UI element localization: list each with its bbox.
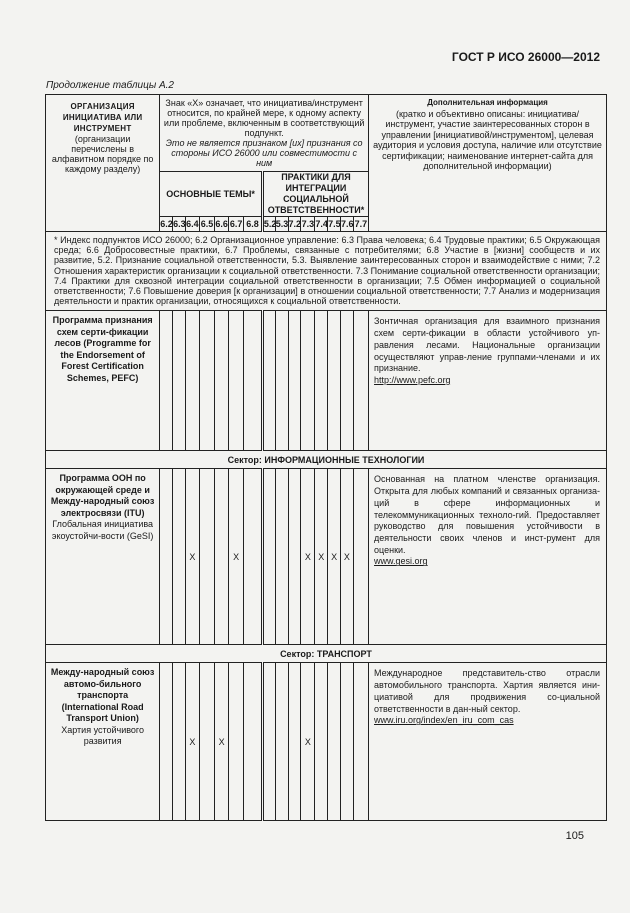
clause-code: 6.8	[244, 217, 263, 232]
applicability-mark	[160, 311, 173, 451]
applicability-mark	[353, 663, 368, 821]
applicability-mark	[262, 469, 275, 645]
clause-code: 7.5	[328, 217, 341, 232]
applicability-mark	[215, 311, 229, 451]
page-number: 105	[565, 830, 584, 842]
sector-row: Сектор: ТРАНСПОРТ	[46, 645, 607, 663]
applicability-mark	[262, 663, 275, 821]
organization-title: Между-народный союз автомо-бильного транспорта (International Road Transport Union)	[50, 667, 155, 724]
website-link[interactable]: www.iru.org/index/en_iru_com_cas	[374, 715, 514, 726]
applicability-mark	[301, 311, 315, 451]
applicability-mark	[328, 311, 341, 451]
applicability-mark	[244, 469, 263, 645]
clause-code: 7.4	[315, 217, 328, 232]
applicability-mark	[341, 311, 354, 451]
applicability-mark	[160, 469, 173, 645]
organization-name	[46, 469, 160, 645]
applicability-mark: X	[215, 663, 229, 821]
applicability-mark: X	[315, 469, 328, 645]
table-row	[46, 469, 607, 645]
info-text: Основанная на платном членстве организация. Открыта для любых компаний и связанных организа-ций в сфере информационных и телекоммуникационных техноло-гий. Предоставляет руководство для повышения устойчивости в деятельности своих членов и инст-румент для оценки.	[374, 474, 600, 555]
integration-practices-header: ПРАКТИКИ ДЛЯ ИНТЕГРАЦИИ СОЦИАЛЬНОЙ ОТВЕТСТВЕННОСТИ*	[262, 172, 368, 217]
applicability-mark	[288, 663, 301, 821]
info-text: Зонтичная организация для взаимного признания схем серти-фикации в области устойчивого уп-равления лесами. Национальные организации осуществляют управ-ление группами-членами и их признание.	[374, 316, 600, 374]
organization-title: Программа ООН по окружающей среде и Между-народный союз электросвязи (ITU)	[50, 473, 155, 518]
core-subjects-header: ОСНОВНЫЕ ТЕМЫ*	[160, 172, 263, 217]
applicability-mark	[244, 311, 263, 451]
applicability-mark	[275, 663, 288, 821]
applicability-mark	[315, 311, 328, 451]
organization-title: Программа признания схем серти-фикации лесов (Programme for the Endorsement of Forest Certification Schemes, PEFC)	[52, 315, 153, 383]
table-continuation-label: Продолжение таблицы А.2	[46, 80, 174, 91]
applicability-mark: X	[301, 469, 315, 645]
clause-code: 7.3	[301, 217, 315, 232]
additional-info	[369, 469, 607, 645]
clause-code: 6.7	[229, 217, 244, 232]
applicability-mark	[173, 311, 186, 451]
additional-info	[369, 311, 607, 451]
applicability-mark: X	[185, 663, 199, 821]
x-mark-note: Знак «X» означает, что инициатива/инструмент относится, по крайней мере, к одному аспекту или проблеме, включенным в соответствующий подпункт. Это не является признаком [их] признания со стороны ИСО 26000 или совместимости с ним	[160, 95, 369, 172]
clause-code: 6.4	[185, 217, 199, 232]
sector-row: Сектор: ИНФОРМАЦИОННЫЕ ТЕХНОЛОГИИ	[46, 451, 607, 469]
additional-info	[369, 663, 607, 821]
website-link[interactable]: www.gesi.org	[374, 556, 428, 567]
clause-legend: * Индекс подпунктов ИСО 26000; 6.2 Организационное управление: 6.3 Права человека; 6.4 Трудовые практики; 6.5 Окружающая среда; 6.6 Добросовестные практики, 6.7 Проблемы, связанные с потребителями; 6.8 Участие в [жизни] сообществ и их развитие, 5.2. Признание социальной ответственности, 5.3. Выявление заинтересованных сторон и взаимодействие с ними; 7.2 Отношения характеристик организации к социальной ответственности. 7.3 Понимание социальной ответственности организации; 7.4 Практики для сквозной интеграции социальной ответственности в организации; 7.5 Обмен информацией о социальной ответственности; 7.6 Повышение доверия [к организации] в отношении социальной ответственности; 7.7 Анализ и модернизация деятельности и практик организации, относящихся к социальной ответственности.	[46, 232, 607, 311]
clause-code: 5.2	[262, 217, 275, 232]
applicability-mark	[353, 311, 368, 451]
applicability-mark	[199, 663, 214, 821]
applicability-mark: X	[301, 663, 315, 821]
org-column-header: ОРГАНИЗАЦИЯ ИНИЦИАТИВА ИЛИ ИНСТРУМЕНТ (организации перечислены в алфавитном порядке по каждому разделу)	[46, 95, 160, 232]
clause-code: 6.3	[173, 217, 186, 232]
initiatives-table	[45, 94, 607, 821]
applicability-mark	[244, 663, 263, 821]
info-text: Международное представитель-ство отрасли автомобильного транспорта. Хартия является ини-циативой для продвижения со-циальной ответственности в дан-ный сектор.	[374, 668, 600, 714]
clause-code: 6.6	[215, 217, 229, 232]
applicability-mark	[315, 663, 328, 821]
initiative-name: Глобальная инициатива экоустойчи-вости (GeSI)	[51, 519, 154, 541]
table-row	[46, 663, 607, 821]
applicability-mark	[275, 311, 288, 451]
applicability-mark	[328, 663, 341, 821]
applicability-mark: X	[328, 469, 341, 645]
initiative-name: Хартия устойчивого развития	[61, 724, 145, 747]
applicability-mark: X	[229, 469, 244, 645]
applicability-mark	[229, 311, 244, 451]
applicability-mark	[353, 469, 368, 645]
applicability-mark	[173, 663, 186, 821]
additional-info-header: Дополнительная информация (кратко и объективно описаны: инициатива/инструмент, участие заинтересованных сторон в управлении [инициативой/инструментом], целевая аудитория и условия доступа, наличие или отсутствие сертификации; наименование интернет-сайта для дополнительной информации)	[369, 95, 607, 232]
applicability-mark	[288, 311, 301, 451]
applicability-mark: X	[341, 469, 354, 645]
table-row	[46, 311, 607, 451]
clause-code: 7.2	[288, 217, 301, 232]
organization-name	[46, 311, 160, 451]
organization-name	[46, 663, 160, 821]
applicability-mark	[185, 311, 199, 451]
applicability-mark	[199, 469, 214, 645]
applicability-mark	[229, 663, 244, 821]
clause-code: 6.2	[160, 217, 173, 232]
applicability-mark	[288, 469, 301, 645]
applicability-mark	[341, 663, 354, 821]
applicability-mark	[215, 469, 229, 645]
website-link[interactable]: http://www.pefc.org	[374, 374, 451, 385]
applicability-mark	[173, 469, 186, 645]
clause-code: 5.3	[275, 217, 288, 232]
applicability-mark	[262, 311, 275, 451]
clause-code: 6.5	[199, 217, 214, 232]
applicability-mark: X	[185, 469, 199, 645]
clause-code: 7.7	[353, 217, 368, 232]
applicability-mark	[199, 311, 214, 451]
standard-title: ГОСТ Р ИСО 26000—2012	[451, 50, 600, 64]
clause-code: 7.6	[341, 217, 354, 232]
applicability-mark	[160, 663, 173, 821]
applicability-mark	[275, 469, 288, 645]
